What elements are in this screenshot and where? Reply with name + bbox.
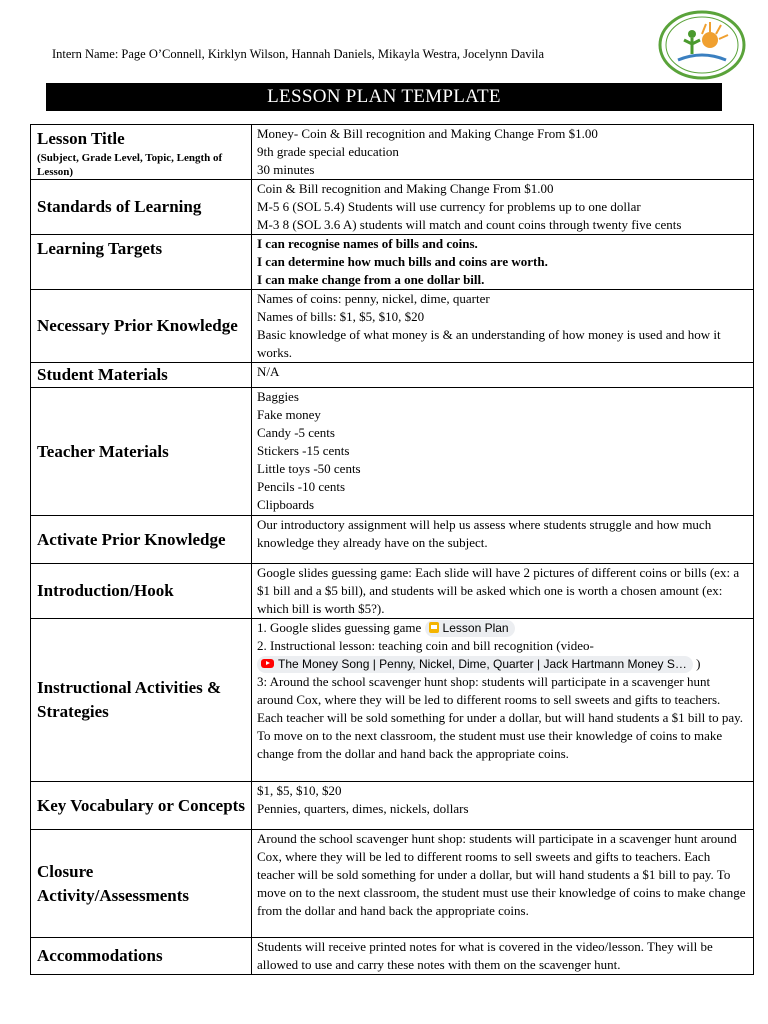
row-standards: [31, 180, 754, 235]
row-student-materials: [31, 363, 754, 388]
intern-names: Intern Name: Page O’Connell, Kirklyn Wilson, Hannah Daniels, Mikayla Westra, Jocelynn Davila: [52, 47, 545, 61]
prior-knowledge-line: Names of coins: penny, nickel, dime, quarter: [257, 291, 490, 306]
vocabulary-line: $1, $5, $10, $20: [257, 783, 342, 798]
activate-label: Activate Prior Knowledge: [31, 516, 252, 564]
row-prior-knowledge: [31, 290, 754, 363]
row-activate-prior-knowledge: [31, 516, 754, 564]
row-teacher-materials: [31, 388, 754, 516]
activate-text: Our introductory assignment will help us assess where students struggle and how much knowledge they already have on the subject.: [252, 516, 754, 564]
video-close-paren: ): [696, 656, 701, 671]
row-instructional: [31, 619, 754, 782]
page-title: LESSON PLAN TEMPLATE: [46, 83, 722, 111]
student-materials-line: N/A: [257, 364, 280, 379]
introduction-label: Introduction/Hook: [31, 564, 252, 619]
teacher-material-item: Clipboards: [257, 497, 315, 512]
teacher-material-item: Candy -5 cents: [257, 425, 335, 440]
video-link-label: The Money Song | Penny, Nickel, Dime, Quarter | Jack Hartmann Money S…: [278, 657, 687, 671]
teacher-material-item: Little toys -50 cents: [257, 461, 361, 476]
teacher-material-item: Stickers -15 cents: [257, 443, 350, 458]
row-key-vocabulary: [31, 782, 754, 830]
accommodations-text: Students will receive printed notes for what is covered in the video/lesson. They will be allowed to use and carry these notes with them on the scavenger hunt.: [252, 938, 754, 975]
video-link-chip[interactable]: [257, 656, 693, 673]
learning-target-line: I can determine how much bills and coins are worth.: [257, 254, 548, 269]
google-slides-icon: [429, 622, 439, 633]
instructional-item-1-text: 1. Google slides guessing game: [257, 620, 422, 635]
video-link-line: [257, 655, 748, 673]
standards-line: M-5 6 (SOL 5.4) Students will use currency for problems up to one dollar: [257, 199, 641, 214]
lesson-title-label: Lesson Title: [37, 129, 125, 148]
accommodations-label: Accommodations: [31, 938, 252, 975]
instructional-item-1: [257, 619, 748, 637]
teacher-materials-label: Teacher Materials: [31, 388, 252, 516]
lesson-plan-link-label: Lesson Plan: [442, 621, 509, 635]
instructional-item-3: 3: Around the school scavenger hunt shop: students will participate in a scavenger hunt around Cox, where they will be led to different rooms to sell sweets and gifts to teachers. Each teacher will be sold something for under a dollar, but will hand students a $1 bill to pay. To move on to the next classroom, the student must use their knowledge of coins to make change from the dollar and hand back the appropriate coins.: [257, 674, 744, 761]
row-accommodations: [31, 938, 754, 975]
learning-target-line: I can make change from a one dollar bill.: [257, 272, 485, 287]
introduction-text: Google slides guessing game: Each slide will have 2 pictures of different coins or bills (ex: a $1 bill and a $5 bill), and students will be asked which one is worth a chosen amount (ex: which bill is worth $5?).: [252, 564, 754, 619]
instructional-label: Instructional Activities & Strategies: [31, 619, 252, 782]
vocabulary-label: Key Vocabulary or Concepts: [31, 782, 252, 830]
learning-targets-label: Learning Targets: [31, 235, 252, 290]
row-lesson-title: [31, 125, 754, 180]
prior-knowledge-line: Names of bills: $1, $5, $10, $20: [257, 309, 425, 324]
standards-line: M-3 8 (SOL 3.6 A) students will match and count coins through twenty five cents: [257, 217, 682, 232]
standards-line: Coin & Bill recognition and Making Change From $1.00: [257, 181, 554, 196]
school-logo-icon: [658, 10, 746, 80]
row-closure: [31, 830, 754, 938]
lesson-plan-table: [30, 124, 754, 975]
prior-knowledge-line: Basic knowledge of what money is & an understanding of how money is used and how it works.: [257, 327, 721, 360]
row-learning-targets: [31, 235, 754, 290]
closure-text: Around the school scavenger hunt shop: students will participate in a scavenger hunt around Cox, where they will be led to different rooms to sell sweets and gifts to teachers. Each teacher will be sold something for under a dollar, but will hand students a $1 bill to pay. To move on to the next classroom, the student must use their knowledge of coins to make change from the dollar and hand back the appropriate coins.: [252, 830, 754, 938]
standards-label: Standards of Learning: [31, 180, 252, 235]
closure-label: Closure Activity/Assessments: [31, 830, 252, 938]
row-introduction: [31, 564, 754, 619]
teacher-material-item: Baggies: [257, 389, 299, 404]
lesson-title-sublabel: (Subject, Grade Level, Topic, Length of Lesson): [37, 152, 223, 178]
teacher-material-item: Fake money: [257, 407, 321, 422]
lesson-title-line: 30 minutes: [257, 162, 315, 177]
learning-target-line: I can recognise names of bills and coins.: [257, 236, 478, 251]
student-materials-label: Student Materials: [31, 363, 252, 388]
youtube-icon: [261, 659, 274, 668]
lesson-title-line: 9th grade special education: [257, 144, 399, 159]
teacher-material-item: Pencils -10 cents: [257, 479, 346, 494]
prior-knowledge-label: Necessary Prior Knowledge: [31, 290, 252, 363]
lesson-plan-link-chip[interactable]: [425, 620, 515, 637]
instructional-item-2: 2. Instructional lesson: teaching coin and bill recognition (video-: [257, 638, 594, 653]
vocabulary-line: Pennies, quarters, dimes, nickels, dollars: [257, 801, 469, 816]
lesson-title-line: Money- Coin & Bill recognition and Making Change From $1.00: [257, 126, 598, 141]
